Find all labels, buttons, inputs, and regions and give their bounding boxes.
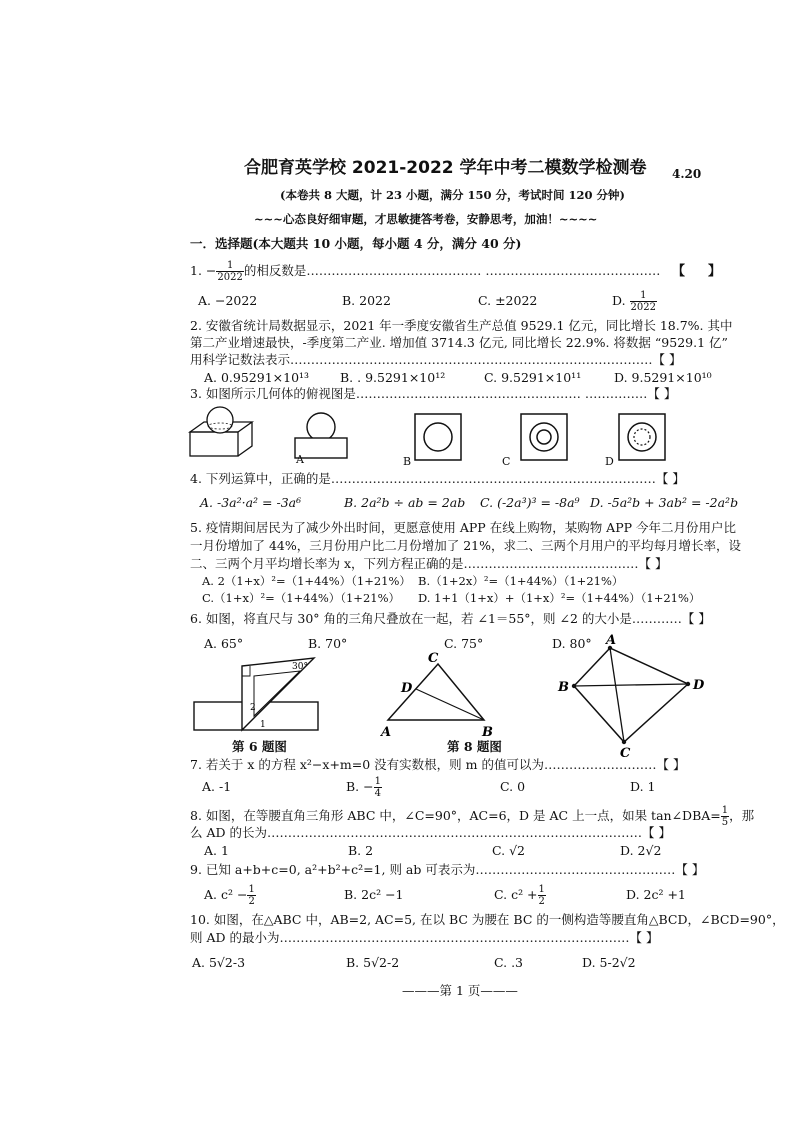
q8-label-a: A: [381, 725, 392, 740]
q1-frac-den: 2022: [217, 272, 243, 283]
q5-option-d: D. 1+1（1+x）+（1+x）²=（1+44%）（1+21%）: [418, 591, 701, 605]
q8-line2: 么 AD 的长为………………………………………………………………………………【 】: [190, 825, 671, 840]
q1-fraction: [216, 260, 243, 283]
q8-option-c: C. √2: [492, 843, 525, 858]
q8-frac-num: 1: [721, 805, 729, 816]
q10-label-d: D: [693, 678, 705, 693]
q4-option-a: A. -3a²·a² = -3a⁶: [200, 495, 302, 510]
question-1: [190, 260, 660, 283]
q8-label-b: B: [482, 725, 493, 740]
q9-c-den: 2: [538, 896, 545, 907]
q6-option-d: D. 80°: [552, 636, 592, 651]
q1-number: 1.: [190, 263, 202, 278]
q9-text: 9. 已知 a+b+c=0, a²+b²+c²=1, 则 ab 可表示为…………………………………………【 】: [190, 862, 705, 877]
q8-figure-caption: 第 8 题图: [447, 739, 502, 754]
page-footer: ———第 1 页———: [402, 983, 518, 998]
q3-option-d-figure: [617, 412, 667, 462]
q1-option-a: A. −2022: [198, 293, 258, 308]
q1-text: 的相反数是…………………………………… ……………………………………: [243, 263, 661, 278]
q5-option-c: C.（1+x）²=（1+44%）（1+21%）: [202, 591, 401, 605]
q3-option-b-figure: [413, 412, 463, 462]
q1-option-d: [612, 290, 657, 313]
q7-option-a: A. -1: [202, 779, 232, 794]
q10-label-c: C: [620, 746, 631, 761]
q7-option-b: [346, 776, 382, 799]
q9-option-c-label: C. c² +: [494, 887, 538, 902]
q8-option-b: B. 2: [348, 843, 374, 858]
motto: ~~~心态良好细审题，才思敏捷答考卷，安静思考，加油！~~~~: [254, 212, 598, 226]
q9-c-fraction: [538, 884, 546, 907]
q4-text: 4. 下列运算中，正确的是……………………………………………………………………【 】: [190, 471, 685, 486]
q6-figure-caption: 第 6 题图: [232, 739, 287, 754]
q5-line1: 5. 疫情期间居民为了减少外出时间，更愿意使用 APP 在线上购物，某购物 APP 今年二月份用户比: [190, 520, 736, 535]
q10-line2: 则 AD 的最小为…………………………………………………………………………【 】: [190, 930, 659, 945]
q1-d-fraction: [630, 290, 657, 313]
q3-label-d: D: [605, 455, 614, 468]
q3-label-c: C: [502, 455, 511, 468]
q2-option-b: B. . 9.5291×10¹²: [340, 370, 446, 385]
q9-option-d: D. 2c² +1: [626, 887, 686, 902]
q8-line1-b: ，那: [729, 808, 755, 823]
q10-option-d: D. 5-2√2: [582, 955, 636, 970]
q1-d-num: 1: [630, 290, 657, 302]
q7-option-d: D. 1: [630, 779, 656, 794]
q10-quadrilateral-figure: [556, 633, 712, 761]
q6-ruler-triangle-figure: [192, 656, 322, 736]
q2-option-d: D. 9.5291×10¹⁰: [614, 370, 712, 385]
q9-a-num: 1: [248, 884, 255, 895]
q4-option-d: D. -5a²b + 3ab² = -2a²b: [590, 495, 739, 510]
q2-line3: 用科学记数法表示……………………………………………………………………………【 】: [190, 352, 682, 367]
q8-option-d: D. 2√2: [620, 843, 662, 858]
q8-line1-a: 8. 如图，在等腰直角三角形 ABC 中，∠C=90°，AC=6，D 是 AC 上一点，如果 tan∠DBA=: [190, 808, 721, 823]
q1-option-d-label: D.: [612, 293, 626, 308]
q5-option-b: B.（1+2x）²=（1+44%）（1+21%）: [418, 574, 624, 588]
q3-solid-figure: [186, 404, 256, 460]
q8-option-a: A. 1: [204, 843, 229, 858]
q10-label-b: B: [558, 680, 569, 695]
q9-a-fraction: [247, 884, 255, 907]
q3-option-c-figure: [519, 412, 569, 462]
q8-triangle-figure: [376, 650, 506, 740]
q9-c-num: 1: [538, 884, 545, 895]
q2-line2: 第二产业增速最快，-季度第二产业. 增加值 3714.3 亿元, 同比增长 22.9%. 将数据 “9529.1 亿”: [190, 335, 728, 350]
q3-text: 3. 如图所示几何体的俯视图是……………………………………………… ……………【 】: [190, 386, 677, 401]
q8-label-c: C: [428, 651, 439, 666]
q7-b-num: 1: [374, 776, 381, 787]
q2-line1: 2. 安徽省统计局数据显示，2021 年一季度安徽省生产总值 9529.1 亿元，同比增长 18.7%. 其中: [190, 318, 733, 333]
q7-option-c: C. 0: [500, 779, 526, 794]
q1-frac-num: 1: [216, 260, 243, 272]
q8-fraction: [721, 805, 729, 828]
q4-option-b: B. 2a²b ÷ ab = 2ab: [344, 495, 466, 510]
q5-line3: 二、三两个月平均增长率为 x，下列方程正确的是……………………………………【 】: [190, 556, 668, 571]
q6-option-a: A. 65°: [204, 636, 244, 651]
q6-option-b: B. 70°: [308, 636, 348, 651]
q7-b-den: 4: [374, 788, 381, 799]
q6-angle-1: 1: [260, 720, 266, 730]
page-title: 合肥育英学校 2021-2022 学年中考二模数学检测卷: [244, 158, 647, 178]
q10-label-a: A: [606, 633, 617, 648]
q7-option-b-label: B. −: [346, 779, 374, 794]
q9-a-den: 2: [248, 896, 255, 907]
q1-bracket-right: 】: [708, 264, 722, 279]
q1-minus: −: [205, 263, 217, 278]
q1-bracket-left: 【: [672, 264, 686, 279]
exam-info: (本卷共 8 大题，计 23 小题，满分 150 分，考试时间 120 分钟): [280, 188, 625, 202]
q10-option-c: C. .3: [494, 955, 523, 970]
exam-date: 4.20: [672, 167, 702, 181]
q6-option-c: C. 75°: [444, 636, 484, 651]
q2-option-c: C. 9.5291×10¹¹: [484, 370, 582, 385]
q1-option-b: B. 2022: [342, 293, 391, 308]
q10-option-b: B. 5√2-2: [346, 955, 400, 970]
q9-option-a: [204, 884, 256, 907]
q7-b-fraction: [374, 776, 382, 799]
q8-frac-den: 5: [721, 817, 729, 828]
q9-option-a-label: A. c² −: [204, 887, 248, 902]
q1-option-c: C. ±2022: [478, 293, 538, 308]
q3-label-a: A: [296, 453, 304, 466]
section-heading: 一．选择题(本大题共 10 小题，每小题 4 分，满分 40 分): [190, 236, 522, 251]
q9-option-b: B. 2c² −1: [344, 887, 404, 902]
q5-option-a: A. 2（1+x）²=（1+44%）（1+21%）: [202, 574, 411, 588]
q10-option-a: A. 5√2-3: [192, 955, 246, 970]
q7-text: 7. 若关于 x 的方程 x²−x+m=0 没有实数根，则 m 的值可以为………………………【 】: [190, 757, 686, 772]
q6-angle-30: 30°: [292, 662, 308, 672]
q8-label-d: D: [401, 681, 413, 696]
q9-option-c: [494, 884, 546, 907]
q1-d-den: 2022: [630, 302, 656, 313]
q5-line2: 一月份增加了 44%，三月份用户比二月份增加了 21%，求二、三两个月用户的平均每月增长率，设: [190, 538, 742, 553]
q4-option-c: C. (-2a³)³ = -8a⁹: [480, 495, 580, 510]
q10-line1: 10. 如图，在△ABC 中，AB=2, AC=5, 在以 BC 为腰在 BC 的一侧构造等腰直角△BCD，∠BCD=90°，: [190, 912, 785, 927]
q2-option-a: A. 0.95291×10¹³: [204, 370, 310, 385]
q3-label-b: B: [403, 455, 412, 468]
q6-text: 6. 如图，将直尺与 30° 角的三角尺叠放在一起，若 ∠1＝55°，则 ∠2 的大小是…………【 】: [190, 611, 711, 626]
q6-angle-2: 2: [250, 703, 256, 713]
